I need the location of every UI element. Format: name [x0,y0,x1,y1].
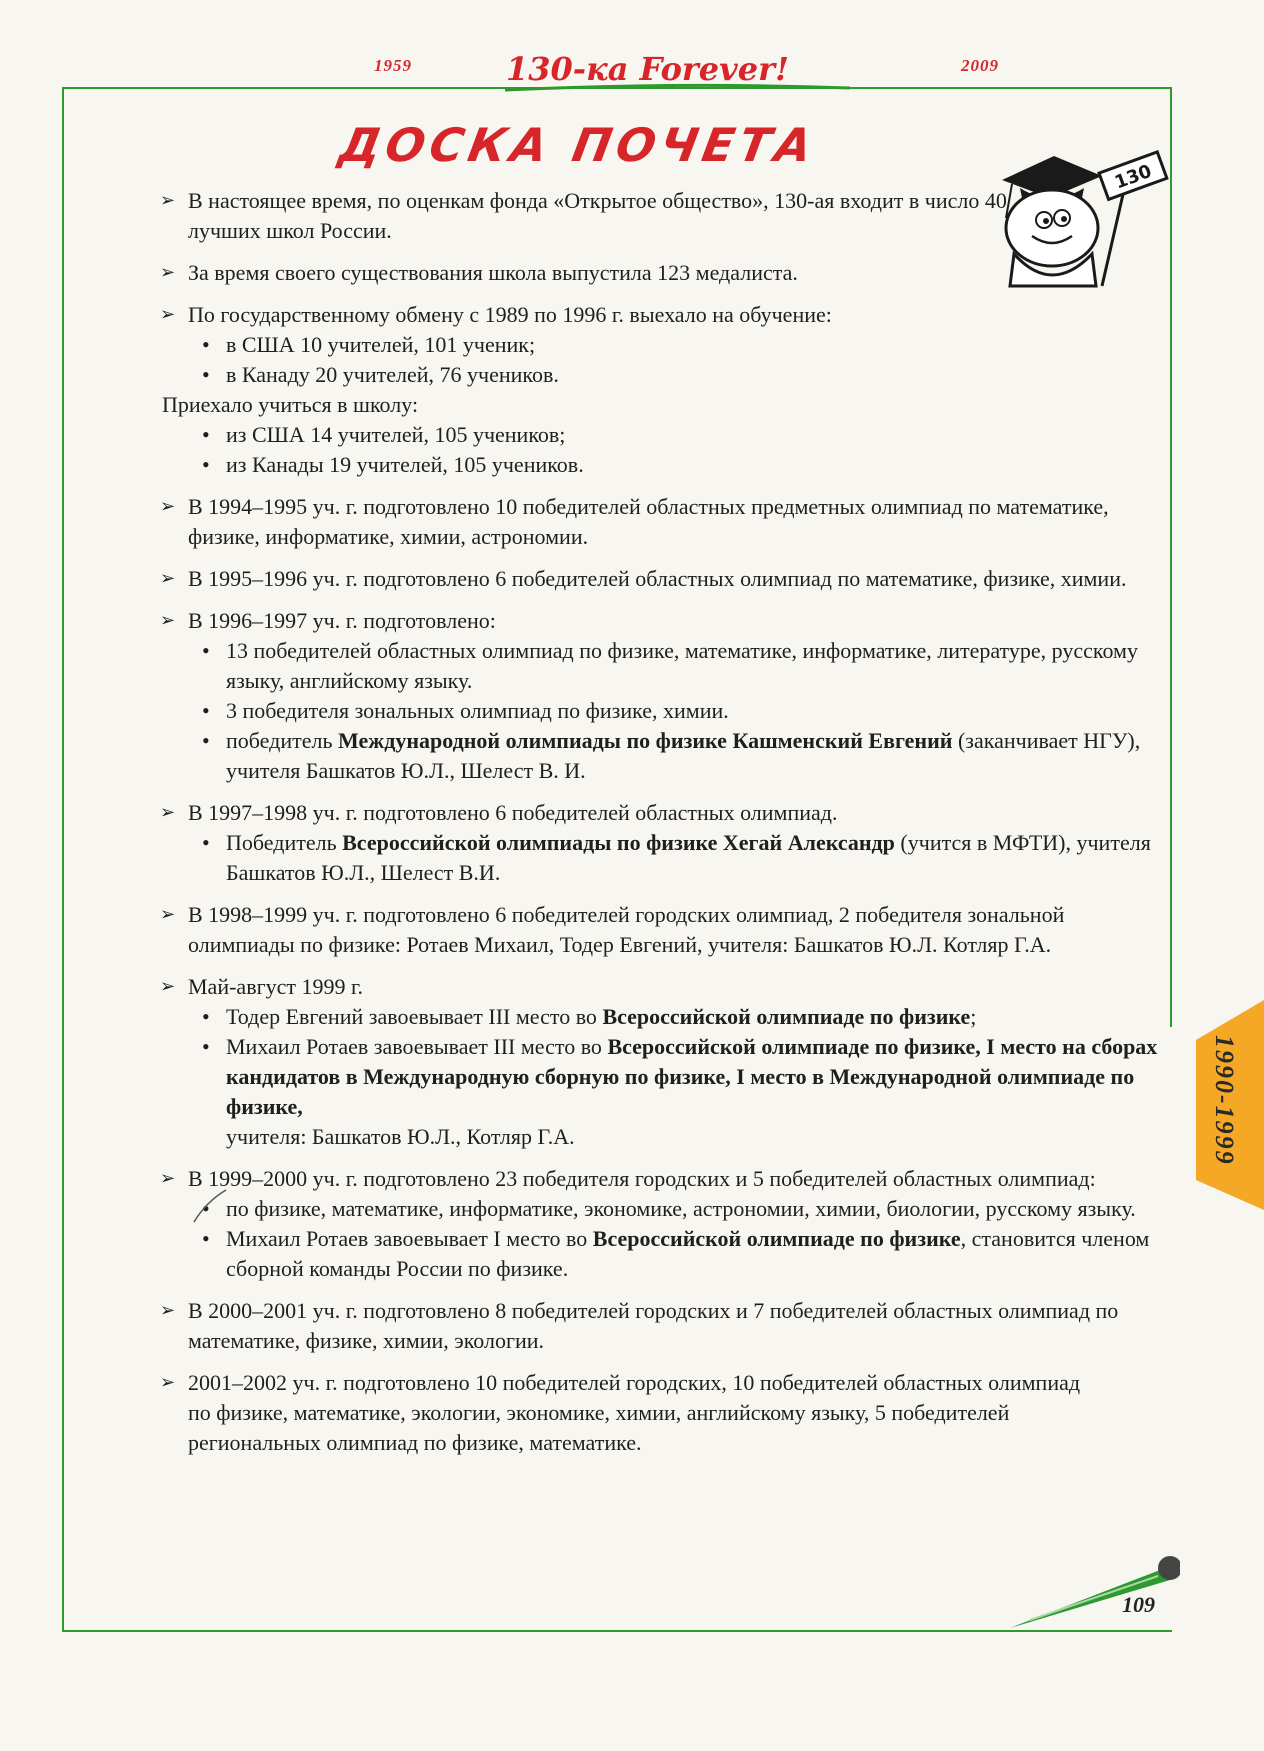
text-run: Победитель [226,830,343,855]
text-run-bold: Всероссийской олимпиаде по физике [602,1004,971,1029]
page-number: 109 [1122,1592,1155,1617]
text-run: (заканчивает НГУ), учителя Башкатов Ю.Л., Шелест В. И. [226,728,1141,783]
list-subitem [160,828,1170,888]
frame-border-bottom [62,1630,1172,1632]
list-item: ➢ 2001–2002 уч. г. подготовлено 10 победителей городских, 10 победителей областных олимпиад по физике, математике, экологии, экономике, химии, английскому языку, 5 победителей региональных олимпиад по физике, математике. [160,1368,1088,1458]
list-item: ➢ В 1996–1997 уч. г. подготовлено: [160,606,1170,636]
text-run: Михаил Ротаев завоевывает I место во [226,1226,593,1251]
logo-text: 130-ка Forever! [506,50,789,88]
list-item: ➢ В 1999–2000 уч. г. подготовлено 23 победителя городских и 5 победителей областных олимпиад: [160,1164,1170,1194]
list-subitem [160,1002,1170,1032]
pen-stroke-mark [192,1188,228,1224]
frame-border-left [62,87,64,1632]
text-run-bold: Всероссийской олимпиаде по физике, I место на сборах кандидатов в Международную сборную по физике, I место в Международной олимпиаде по физике, [226,1034,1158,1119]
list-item: ➢ По государственному обмену с 1989 по 1996 г. выехало на обучение: [160,300,1170,330]
header-year-right: 2009 [961,56,999,75]
text-run: победитель [226,728,339,753]
list-item: ➢ За время своего существования школа выпустила 123 медалиста. [160,258,1170,288]
mascot-sign-text: 130 [1112,160,1155,194]
list-subitem [160,1224,1170,1284]
list-paragraph: Приехало учиться в школу: [162,392,419,417]
text-run-bold: Международной олимпиады по физике Кашменский Евгений [338,728,953,753]
list-subitem [160,726,1170,786]
list-item: ➢ В настоящее время, по оценкам фонда «Открытое общество», 130-ая входит в число 40 лучших школ России. [160,186,1008,246]
list-subitem: • из США 14 учителей, 105 учеников; [160,420,1170,450]
list-item: ➢ В 2000–2001 уч. г. подготовлено 8 победителей городских и 7 победителей областных олимпиад по математике, физике, химии, экологии. [160,1296,1170,1356]
text-run: ; [970,1004,977,1029]
decade-side-label: 1990-1999 [1210,1034,1239,1166]
list-subitem: • из Канады 19 учителей, 105 учеников. [160,450,1170,480]
list-item: ➢ В 1995–1996 уч. г. подготовлено 6 победителей областных олимпиад по математике, физике, химии. [160,564,1170,594]
list-subitem: • в США 10 учителей, 101 ученик; [160,330,1170,360]
honor-board-list [160,186,1170,1470]
list-subitem: • 13 победителей областных олимпиад по физике, математике, информатике, литературе, русскому языку, английскому языку. [160,636,1170,696]
header-year-left: 1959 [374,56,412,75]
list-item: ➢ В 1994–1995 уч. г. подготовлено 10 победителей областных предметных олимпиад по математике, физике, информатике, химии, астрономии. [160,492,1170,552]
text-run-bold: Всероссийской олимпиаде по физике [592,1226,961,1251]
list-subitem [160,1032,1170,1152]
header-logo [500,38,860,98]
list-item: ➢ В 1997–1998 уч. г. подготовлено 6 победителей областных олимпиад. [160,798,1170,828]
text-line: учителя: Башкатов Ю.Л., Котляр Г.А. [226,1124,575,1149]
list-subitem: • по физике, математике, информатике, экономике, астрономии, химии, биологии, русскому языку. [160,1194,1170,1224]
list-item: ➢ Май-август 1999 г. [160,972,1170,1002]
list-subitem: • 3 победителя зональных олимпиад по физике, химии. [160,696,1170,726]
text-run-bold: Всероссийской олимпиады по физике Хегай Александр [342,830,895,855]
text-run: , становится членом сборной команды России по физике. [226,1226,1150,1281]
page-title: ДОСКА ПОЧЕТА [335,118,821,172]
list-item: ➢ В 1998–1999 уч. г. подготовлено 6 победителей городских олимпиад, 2 победителя зональной олимпиады по физике: Ротаев Михаил, Тодер Евгений, учителя: Башкатов Ю.Л. Котляр Г.А. [160,900,1170,960]
list-subitem: • в Канаду 20 учителей, 76 учеников. [160,360,1170,390]
text-run: Тодер Евгений завоевывает III место во [226,1004,603,1029]
text-run: Михаил Ротаев завоевывает III место во [226,1034,608,1059]
text-run: (учится в МФТИ), учителя Башкатов Ю.Л., Шелест В.И. [226,830,1151,885]
